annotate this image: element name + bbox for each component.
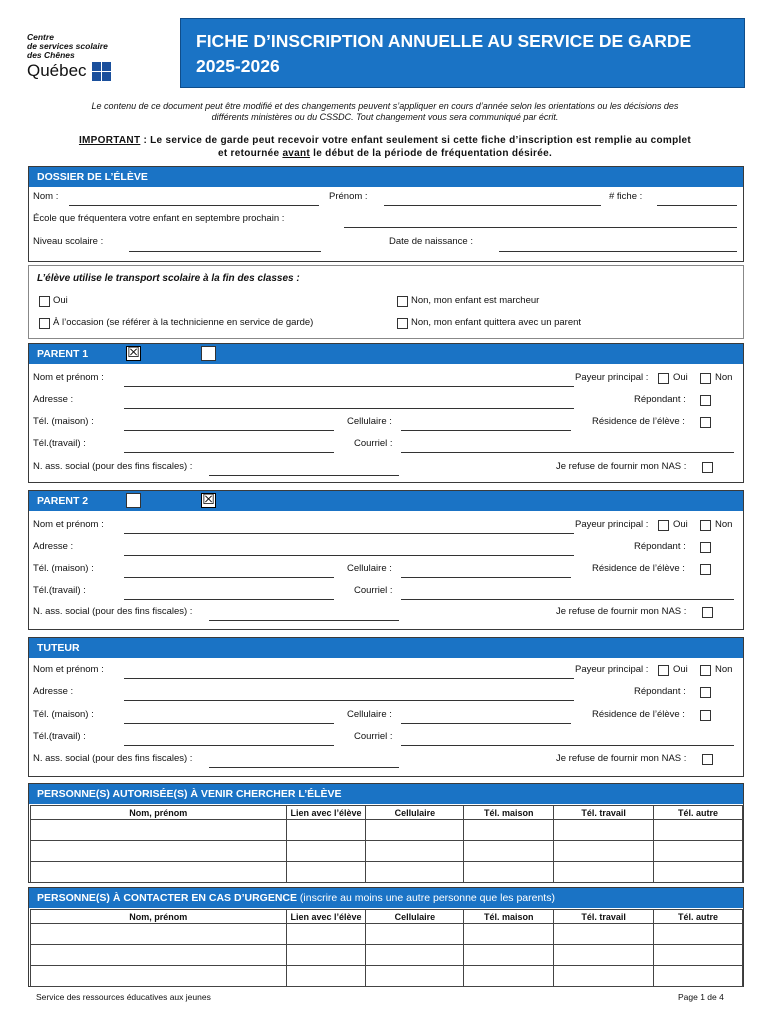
table-cell[interactable] (554, 820, 654, 841)
authorized-header: PERSONNE(S) AUTORISÉE(S) À VENIR CHERCHER L’ÉLÈVE (29, 784, 743, 804)
t-repondant-label: Répondant : (634, 686, 686, 697)
transport-parent-label: Non, mon enfant quittera avec un parent (411, 317, 582, 328)
p2-adresse-input[interactable] (124, 555, 574, 556)
table-cell[interactable] (366, 945, 464, 966)
table-cell[interactable] (366, 862, 464, 883)
p1-telmaison-input[interactable] (124, 430, 334, 431)
emergency-note: (inscrire au moins une autre personne que les parents) (297, 892, 555, 904)
nom-label: Nom : (33, 191, 59, 202)
table-cell[interactable] (464, 945, 554, 966)
niveau-input[interactable] (129, 251, 321, 252)
table-cell[interactable] (654, 862, 743, 883)
p1-telmaison-label: Tél. (maison) : (33, 416, 94, 427)
fiche-label: # fiche : (609, 191, 643, 202)
t-telmaison-input[interactable] (124, 723, 334, 724)
table-cell[interactable] (286, 820, 366, 841)
disclaimer-line1: Le contenu de ce document peut être modifié et des changements peuvent s’appliquer en cours d’année selon les orientations ou les décisions des (91, 101, 679, 111)
table-cell[interactable] (31, 862, 287, 883)
t-adresse-label: Adresse : (33, 686, 74, 697)
p2-repondant-label: Répondant : (634, 541, 686, 552)
p2-nas-input[interactable] (209, 620, 399, 621)
table-cell[interactable] (554, 862, 654, 883)
parent1-section (28, 343, 744, 483)
transport-marcheur-label: Non, mon enfant est marcheur (411, 295, 540, 306)
p2-payeur-non-checkbox[interactable] (700, 520, 711, 531)
logo (27, 33, 167, 83)
transport-occasion-checkbox[interactable] (39, 318, 50, 329)
col-tel-maison: Tél. maison (464, 806, 554, 820)
col-nom: Nom, prénom (31, 910, 287, 924)
table-cell[interactable] (554, 966, 654, 987)
transport-oui-label: Oui (53, 295, 68, 306)
p1-payeur-label: Payeur principal : (575, 372, 649, 383)
t-cellulaire-input[interactable] (401, 723, 571, 724)
p1-refuse-nas-checkbox[interactable] (702, 462, 713, 473)
prenom-input[interactable] (384, 205, 601, 206)
t-nom-input[interactable] (124, 678, 574, 679)
table-row[interactable] (31, 862, 743, 883)
col-lien: Lien avec l’élève (286, 806, 366, 820)
t-payeur-non-checkbox[interactable] (700, 665, 711, 676)
table-row[interactable] (31, 966, 743, 987)
t-courriel-input[interactable] (401, 745, 734, 746)
p1-repondant-checkbox[interactable] (700, 395, 711, 406)
table-cell[interactable] (654, 966, 743, 987)
p2-adresse-label: Adresse : (33, 541, 74, 552)
t-payeur-oui-label: Oui (673, 664, 688, 675)
t-repondant-checkbox[interactable] (700, 687, 711, 698)
table-row[interactable] (31, 924, 743, 945)
p2-repondant-checkbox[interactable] (700, 542, 711, 553)
org-name-line3: des Chênes (27, 50, 75, 60)
nom-input[interactable] (69, 205, 319, 206)
p2-residence-checkbox[interactable] (700, 564, 711, 575)
col-nom: Nom, prénom (31, 806, 287, 820)
table-cell[interactable] (464, 966, 554, 987)
org-name-line1: Centre (27, 32, 54, 42)
table-cell[interactable] (366, 966, 464, 987)
quebec-flag-icon (92, 62, 111, 81)
t-courriel-label: Courriel : (354, 731, 393, 742)
t-payeur-label: Payeur principal : (575, 664, 649, 675)
table-cell[interactable] (654, 945, 743, 966)
table-cell[interactable] (366, 820, 464, 841)
p2-cellulaire-label: Cellulaire : (347, 563, 392, 574)
p2-refuse-nas-label: Je refuse de fournir mon NAS : (556, 606, 687, 617)
tuteur-header: TUTEUR (29, 638, 743, 658)
transport-marcheur-checkbox[interactable] (397, 296, 408, 307)
table-cell[interactable] (286, 966, 366, 987)
p1-refuse-nas-label: Je refuse de fournir mon NAS : (556, 461, 687, 472)
p1-teltravail-input[interactable] (124, 452, 334, 453)
p2-payeur-non-label: Non (715, 519, 733, 530)
p1-cellulaire-input[interactable] (401, 430, 571, 431)
p1-residence-checkbox[interactable] (700, 417, 711, 428)
table-cell[interactable] (286, 945, 366, 966)
important-text2: et retournée (217, 148, 283, 159)
transport-question: L’élève utilise le transport scolaire à la fin des classes : (37, 273, 300, 284)
transport-occasion-label: À l’occasion (se référer à la technicienne en service de garde) (53, 317, 314, 328)
p1-courriel-input[interactable] (401, 452, 734, 453)
p2-payeur-oui-checkbox[interactable] (658, 520, 669, 531)
p1-nas-input[interactable] (209, 475, 399, 476)
t-residence-label: Résidence de l’élève : (592, 709, 685, 720)
table-cell[interactable] (464, 820, 554, 841)
naissance-label: Date de naissance : (389, 236, 473, 247)
ecole-input[interactable] (344, 227, 737, 228)
p2-residence-label: Résidence de l’élève : (592, 563, 685, 574)
authorized-section (28, 783, 744, 883)
p1-teltravail-label: Tél.(travail) : (33, 438, 86, 449)
table-cell[interactable] (554, 945, 654, 966)
important-text1: : Le service de garde peut recevoir votre enfant seulement si cette fiche d’inscription est remplie au complet (140, 135, 692, 146)
table-cell[interactable] (286, 862, 366, 883)
p1-nom-label: Nom et prénom : (33, 372, 104, 383)
t-telmaison-label: Tél. (maison) : (33, 709, 94, 720)
t-teltravail-input[interactable] (124, 745, 334, 746)
table-cell[interactable] (31, 966, 287, 987)
p1-adresse-label: Adresse : (33, 394, 74, 405)
disclaimer-note (30, 101, 740, 123)
niveau-label: Niveau scolaire : (33, 236, 104, 247)
p1-residence-label: Résidence de l’élève : (592, 416, 685, 427)
p2-courriel-input[interactable] (401, 599, 734, 600)
p1-nas-label: N. ass. social (pour des fins fiscales) : (33, 461, 193, 472)
p1-payeur-non-checkbox[interactable] (700, 373, 711, 384)
p1-cellulaire-label: Cellulaire : (347, 416, 392, 427)
p1-adresse-input[interactable] (124, 408, 574, 409)
col-tel-maison: Tél. maison (464, 910, 554, 924)
t-nas-label: N. ass. social (pour des fins fiscales) : (33, 753, 193, 764)
tuteur-section (28, 637, 744, 777)
t-nas-input[interactable] (209, 767, 399, 768)
fiche-input[interactable] (657, 205, 737, 206)
t-teltravail-label: Tél.(travail) : (33, 731, 86, 742)
student-section-header: DOSSIER DE L’ÉLÈVE (29, 167, 743, 187)
transport-parent-checkbox[interactable] (397, 318, 408, 329)
parent1-title: PARENT 1 (37, 348, 89, 360)
parent2-title: PARENT 2 (37, 495, 89, 507)
table-cell[interactable] (464, 841, 554, 862)
table-cell[interactable] (31, 945, 287, 966)
org-name-line2: de services scolaire (27, 41, 108, 51)
col-tel-autre: Tél. autre (654, 910, 743, 924)
parent1-checkbox-2[interactable] (201, 346, 216, 361)
p2-telmaison-input[interactable] (124, 577, 334, 578)
table-cell[interactable] (366, 841, 464, 862)
table-cell[interactable] (286, 841, 366, 862)
p2-payeur-label: Payeur principal : (575, 519, 649, 530)
t-refuse-nas-checkbox[interactable] (702, 754, 713, 765)
table-row[interactable] (31, 945, 743, 966)
important-avant: avant (282, 148, 311, 159)
col-tel-autre: Tél. autre (654, 806, 743, 820)
col-lien: Lien avec l’élève (286, 910, 366, 924)
important-text3: le début de la période de fréquentation désirée. (310, 148, 553, 159)
table-cell[interactable] (464, 862, 554, 883)
naissance-input[interactable] (499, 251, 737, 252)
table-cell[interactable] (554, 841, 654, 862)
p1-payeur-non-label: Non (715, 372, 733, 383)
emergency-section (28, 887, 744, 987)
p2-nom-input[interactable] (124, 533, 574, 534)
table-cell[interactable] (654, 841, 743, 862)
t-refuse-nas-label: Je refuse de fournir mon NAS : (556, 753, 687, 764)
form-title: FICHE D’INSCRIPTION ANNUELLE AU SERVICE DE GARDE (196, 31, 692, 51)
col-tel-travail: Tél. travail (554, 806, 654, 820)
p1-payeur-oui-checkbox[interactable] (658, 373, 669, 384)
prenom-label: Prénom : (329, 191, 368, 202)
emergency-table (30, 909, 743, 987)
table-cell[interactable] (31, 841, 287, 862)
footer-page-number: Page 1 de 4 (678, 992, 724, 1002)
p2-telmaison-label: Tél. (maison) : (33, 563, 94, 574)
authorized-table (30, 805, 743, 883)
disclaimer-line2: différents ministères ou du CSSDC. Tout changement vous sera communiqué par écrit. (211, 112, 559, 122)
p2-teltravail-label: Tél.(travail) : (33, 585, 86, 596)
p1-payeur-oui-label: Oui (673, 372, 688, 383)
table-cell[interactable] (286, 924, 366, 945)
t-residence-checkbox[interactable] (700, 710, 711, 721)
parent1-checkbox-1[interactable]: ☒ (127, 345, 140, 361)
t-payeur-non-label: Non (715, 664, 733, 675)
t-cellulaire-label: Cellulaire : (347, 709, 392, 720)
p1-courriel-label: Courriel : (354, 438, 393, 449)
table-row[interactable] (31, 841, 743, 862)
footer-department: Service des ressources éducatives aux jeunes (36, 992, 211, 1002)
table-cell[interactable] (654, 820, 743, 841)
parent2-checkbox-2[interactable]: ☒ (202, 492, 215, 508)
p1-nom-input[interactable] (124, 386, 574, 387)
table-header-row (31, 806, 743, 820)
title-banner (180, 18, 745, 88)
col-cellulaire: Cellulaire (366, 806, 464, 820)
t-nom-label: Nom et prénom : (33, 664, 104, 675)
parent2-checkbox-1[interactable] (126, 493, 141, 508)
table-row[interactable] (31, 820, 743, 841)
p2-nom-label: Nom et prénom : (33, 519, 104, 530)
t-adresse-input[interactable] (124, 700, 574, 701)
form-year: 2025-2026 (196, 56, 280, 76)
student-section (28, 166, 744, 262)
p2-teltravail-input[interactable] (124, 599, 334, 600)
table-cell[interactable] (554, 924, 654, 945)
p2-refuse-nas-checkbox[interactable] (702, 607, 713, 618)
p2-cellulaire-input[interactable] (401, 577, 571, 578)
table-cell[interactable] (654, 924, 743, 945)
ecole-label: École que fréquentera votre enfant en septembre prochain : (33, 213, 285, 224)
emergency-header (29, 888, 743, 908)
table-cell[interactable] (366, 924, 464, 945)
quebec-wordmark: Québec (27, 61, 87, 80)
table-cell[interactable] (464, 924, 554, 945)
p2-nas-label: N. ass. social (pour des fins fiscales) : (33, 606, 193, 617)
p2-courriel-label: Courriel : (354, 585, 393, 596)
parent2-section (28, 490, 744, 630)
table-cell[interactable] (31, 820, 287, 841)
table-cell[interactable] (31, 924, 287, 945)
table-header-row (31, 910, 743, 924)
t-payeur-oui-checkbox[interactable] (658, 665, 669, 676)
important-label: IMPORTANT (78, 135, 141, 146)
p2-payeur-oui-label: Oui (673, 519, 688, 530)
important-notice (20, 134, 750, 160)
col-tel-travail: Tél. travail (554, 910, 654, 924)
transport-section (28, 265, 744, 339)
emergency-title: PERSONNE(S) À CONTACTER EN CAS D’URGENCE (37, 892, 297, 904)
col-cellulaire: Cellulaire (366, 910, 464, 924)
p1-repondant-label: Répondant : (634, 394, 686, 405)
transport-oui-checkbox[interactable] (39, 296, 50, 307)
